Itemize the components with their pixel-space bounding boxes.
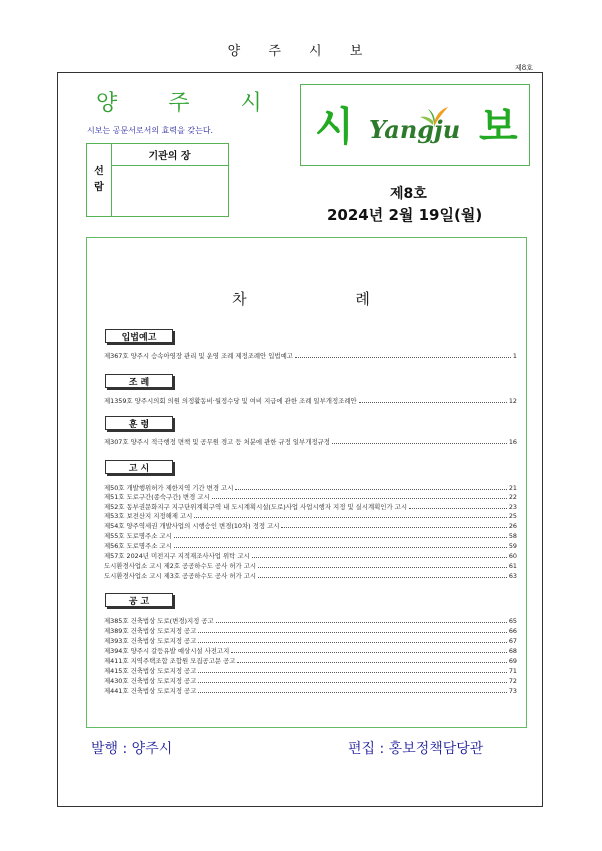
toc-entry[interactable] [104, 351, 517, 360]
toc-entry[interactable] [104, 396, 517, 405]
toc-entry-text: 제367호 양주시 승속아영장 관리 및 운영 조례 제정조례안 입법예고 [104, 352, 293, 360]
dot-leader [359, 398, 507, 403]
logo-wordmark: Yangju [369, 115, 461, 144]
dot-leader [212, 494, 507, 499]
footer-editor: 편집 : 홍보정책담당관 [348, 741, 484, 757]
approval-label-2: 람 [94, 182, 104, 193]
toc-entry-page: 69 [508, 656, 517, 665]
toc-entry-text: 제430호 건축법상 도로지정 공고 [104, 677, 197, 685]
toc-entry[interactable] [104, 626, 517, 635]
section-heading-ordinance: 조 례 [105, 374, 173, 388]
toc-entry[interactable] [104, 492, 517, 501]
official-notice: 시보는 공문서로서의 효력을 갖는다. [87, 126, 214, 135]
section-heading-announcement: 공 고 [105, 593, 173, 607]
toc-entry[interactable] [104, 561, 517, 570]
toc-entry-text: 도시환경사업소 고시 제3호 공공하수도 공사 허가 고시 [104, 572, 257, 580]
toc-entry-text: 제54호 양주역세권 개발사업의 시행승인 변경(10차) 정정 고시 [104, 522, 280, 530]
toc-entry[interactable] [104, 656, 517, 665]
dot-leader [281, 523, 506, 528]
toc-entry[interactable] [104, 483, 517, 492]
toc-entry-page: 73 [508, 686, 517, 695]
toc-entry-text: 제415호 건축법상 도로지정 공고 [104, 667, 197, 675]
toc-entry[interactable] [104, 676, 517, 685]
toc-entry-text: 제57호 2024년 미전지구 지적재조사사업 위탁 고시 [104, 552, 250, 560]
dot-leader [409, 504, 507, 509]
toc-entry-page: 21 [508, 483, 517, 492]
toc-entry-page: 59 [508, 541, 517, 550]
dot-leader [174, 543, 507, 548]
dot-leader [252, 553, 507, 558]
toc-entry-page: 65 [508, 616, 517, 625]
dot-leader [198, 688, 506, 693]
toc-entry[interactable] [104, 616, 517, 625]
dot-leader [216, 618, 507, 623]
dot-leader [332, 439, 507, 444]
section-heading-directive: 훈 령 [105, 416, 173, 430]
issue-date: 2024년 2월 19일(월) [327, 206, 483, 224]
footer-publisher: 발행 : 양주시 [91, 741, 173, 757]
dot-leader [237, 658, 506, 663]
approval-head: 기관의 장 [111, 144, 228, 166]
toc-entry[interactable] [104, 686, 517, 695]
toc-entry-text: 제307호 양주시 적극행정 면책 및 공무원 경고 등 처분에 관한 규정 일부개정규정 [104, 438, 330, 446]
toc-entry-text: 제389호 건축법상 도로지정 공고 [104, 627, 197, 635]
approval-label-1: 선 [94, 166, 104, 177]
toc-entry-text: 제52호 동부권문화지구 지구단위계획구역 내 도시계획시설(도로)사업 사업시행자 지정 및 실시계획인가 고시 [104, 503, 408, 511]
dot-leader [258, 573, 507, 578]
logo-right-char: 보 [479, 104, 518, 150]
toc-entry-page: 61 [508, 561, 517, 570]
dot-leader [231, 648, 507, 653]
city-name: 양 주 시 [96, 91, 284, 116]
issue-tag: 제8호 [515, 64, 533, 72]
toc-entry-text: 제1359호 양주시의회 의원 의정활동비·월정수당 및 여비 지급에 관한 조례 일부개정조례안 [104, 397, 357, 405]
toc-entry[interactable] [104, 521, 517, 530]
toc-entry-page: 1 [512, 351, 517, 360]
toc-entry[interactable] [104, 541, 517, 550]
toc-entry-text: 제53호 보전산지 지정해제 고시 [104, 512, 193, 520]
toc-entry[interactable] [104, 551, 517, 560]
dot-leader [198, 678, 506, 683]
dot-leader [235, 485, 506, 490]
toc-entry-text: 도시환경사업소 고시 제2호 공공하수도 공사 허가 고시 [104, 562, 257, 570]
toc-entry-text: 제411호 지역주택조합 조합원 모집공고문 공고 [104, 657, 236, 665]
approval-box [86, 143, 229, 217]
logo-left-char: 시 [315, 104, 354, 150]
section-heading-legislative-notice: 입법예고 [105, 329, 173, 343]
logo-box [300, 84, 530, 166]
toc-entry[interactable] [104, 437, 517, 446]
toc-entry-page: 22 [508, 492, 517, 501]
dot-leader [174, 533, 507, 538]
dot-leader [194, 513, 507, 518]
toc-entry-page: 72 [508, 676, 517, 685]
dot-leader [295, 353, 511, 358]
toc-entry-page: 68 [508, 646, 517, 655]
toc-entry[interactable] [104, 636, 517, 645]
toc-entry[interactable] [104, 511, 517, 520]
toc-entry-text: 제385호 건축법상 도로(변경)지정 공고 [104, 617, 214, 625]
toc-entry-text: 제393호 건축법상 도로지정 공고 [104, 637, 197, 645]
toc-entry-text: 제441호 건축법상 도로지정 공고 [104, 687, 197, 695]
section-heading-public-notice: 고 시 [105, 460, 173, 474]
toc-entry-page: 63 [508, 571, 517, 580]
toc-entry-page: 58 [508, 531, 517, 540]
dot-leader [198, 668, 506, 673]
dot-leader [198, 628, 506, 633]
toc-entry-page: 26 [508, 521, 517, 530]
approval-column-label [87, 144, 112, 216]
toc-entry-page: 12 [508, 396, 517, 405]
toc-entry[interactable] [104, 502, 517, 511]
toc-entry[interactable] [104, 531, 517, 540]
toc-entry-text: 제56호 도로명주소 고시 [104, 542, 172, 550]
toc-entry-page: 66 [508, 626, 517, 635]
toc-entry-page: 25 [508, 511, 517, 520]
toc-entry-text: 제394호 양주시 갈등유발 예상시설 사전고지 [104, 647, 230, 655]
toc-entry-page: 23 [508, 502, 517, 511]
toc-entry-page: 71 [508, 666, 517, 675]
toc-entry[interactable] [104, 646, 517, 655]
dot-leader [198, 638, 506, 643]
toc-entry[interactable] [104, 571, 517, 580]
dot-leader [258, 563, 507, 568]
toc-title: 차 례 [232, 290, 422, 308]
toc-entry-page: 16 [508, 437, 517, 446]
page-header-title: 양 주 시 보 [227, 44, 375, 59]
toc-entry[interactable] [104, 666, 517, 675]
issue-number: 제8호 [390, 186, 427, 202]
toc-entry-page: 67 [508, 636, 517, 645]
toc-entry-text: 제51호 도로구간(종숙구간) 변경 고시 [104, 493, 210, 501]
toc-entry-text: 제50호 개발행위허가 제한지역 기간 변경 고시 [104, 484, 234, 492]
toc-entry-text: 제55호 도로명주소 고시 [104, 532, 172, 540]
toc-entry-page: 60 [508, 551, 517, 560]
